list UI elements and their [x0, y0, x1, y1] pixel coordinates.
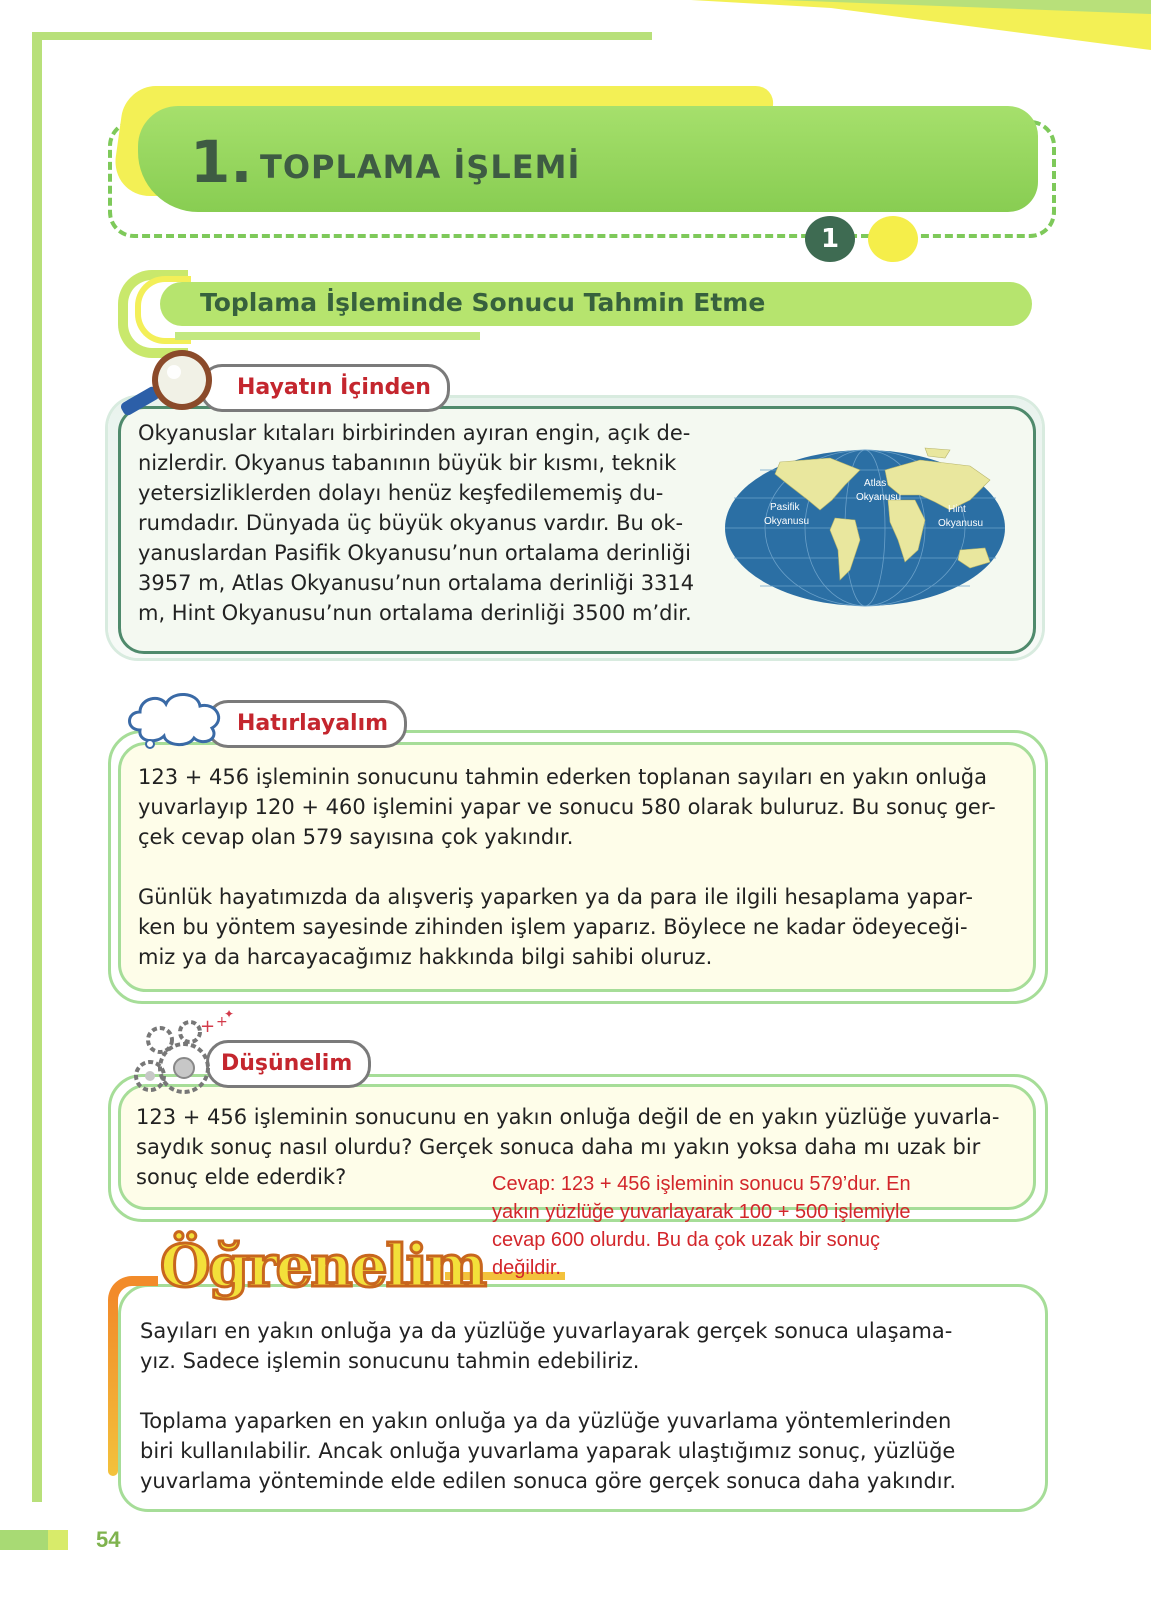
map-label-atlas-1: Atlas [864, 478, 887, 489]
svg-text:+: + [216, 1014, 228, 1030]
text-line: Toplama yaparken en yakın onluğa ya da yüzlüğe yuvarlama yöntemlerinden [140, 1409, 952, 1433]
text-line: sonuç elde ederdik? [136, 1165, 347, 1189]
unit-badge: 1 [805, 216, 855, 262]
text-line: m, Hint Okyanusu’nun ortalama derinliği 3500 m’dir. [138, 601, 692, 625]
chapter-title: TOPLAMA İŞLEMİ [260, 148, 581, 186]
answer-line: yakın yüzlüğe yuvarlayarak 100 + 500 işlemiyle [492, 1201, 911, 1223]
map-label-hint-1: Hint [948, 504, 966, 515]
text-line: Günlük hayatımızda da alışveriş yaparken ya da para ile ilgili hesaplama yapar- [138, 885, 973, 909]
page-number-bar-accent [48, 1530, 68, 1550]
hatirlayalim-label-text: Hatırlayalım [237, 711, 389, 736]
answer-line: Cevap: 123 + 456 işleminin sonucu 579’dur. En [492, 1173, 911, 1195]
text-line: yanuslardan Pasifik Okyanusu’nun ortalama derinliği [138, 541, 691, 565]
unit-badge-yellow-dot [868, 216, 918, 262]
hayatin-icinden-label [200, 364, 450, 412]
text-line: çek cevap olan 579 sayısına çok yakındır. [138, 825, 574, 849]
map-label-hint-2: Okyanusu [938, 518, 984, 529]
text-line: yuvarlama yönteminde elde edilen sonuca göre gerçek sonuca daha yakındır. [140, 1469, 957, 1493]
top-stripe-decoration [631, 0, 1151, 60]
map-label-pacific-1: Pasifik [770, 502, 800, 513]
answer-line: cevap 600 olurdu. Bu da çok uzak bir sonuç [492, 1229, 881, 1251]
page-frame-left [32, 32, 42, 1502]
page-frame-top [32, 32, 652, 40]
ogrenelim-title: Öğrenelim [160, 1232, 486, 1300]
map-label-atlas-2: Okyanusu [856, 492, 902, 503]
text-line: nizlerdir. Okyanus tabanının büyük bir kısmı, teknik [138, 451, 677, 475]
dusunelim-answer [492, 1170, 952, 1282]
text-line: Okyanuslar kıtaları birbirinden ayıran engin, açık de- [138, 421, 691, 445]
map-label-pacific-2: Okyanusu [764, 516, 810, 527]
text-line: yız. Sadece işlemin sonucunu tahmin edebiliriz. [140, 1349, 640, 1373]
ogrenelim-side-bar [108, 1296, 118, 1476]
text-line: yuvarlayıp 120 + 460 işlemini yapar ve sonucu 580 olarak buluruz. Bu sonuç ger- [138, 795, 996, 819]
text-line: 123 + 456 işleminin sonucunu tahmin ederken toplanan sayıları en yakın onluğa [138, 765, 987, 789]
page-number: 54 [96, 1527, 121, 1552]
section-title: Toplama İşleminde Sonucu Tahmin Etme [200, 288, 766, 317]
cloud-icon [122, 686, 232, 752]
answer-line: değildir. [492, 1257, 561, 1279]
section-title-underline [175, 332, 480, 340]
world-map-image [720, 440, 1010, 620]
chapter-number: 1. [190, 128, 253, 196]
svg-text:+: + [200, 1016, 216, 1037]
text-line: saydık sonuç nasıl olurdu? Gerçek sonuca daha mı yakın yoksa daha mı uzak bir [136, 1135, 981, 1159]
gears-icon [124, 1010, 240, 1100]
ogrenelim-text [140, 1316, 1030, 1496]
dusunelim-label-text: Düşünelim [221, 1051, 353, 1076]
text-line: biri kullanılabilir. Ancak onluğa yuvarlama yaparak ulaştığımız sonuç, yüzlüğe [140, 1439, 956, 1463]
text-line: Sayıları en yakın onluğa ya da yüzlüğe yuvarlayarak gerçek sonuca ulaşama- [140, 1319, 953, 1343]
text-line: rumdadır. Dünyada üç büyük okyanus vardır. Bu ok- [138, 511, 684, 535]
hatirlayalim-label [206, 700, 407, 748]
text-line: yetersizliklerden dolayı henüz keşfedilememiş du- [138, 481, 664, 505]
text-line [138, 852, 1018, 882]
svg-text:✦: ✦ [224, 1010, 235, 1021]
hayatin-icinden-label-text: Hayatın İçinden [237, 375, 431, 400]
text-line: ken bu yöntem sayesinde zihinden işlem yaparız. Böylece ne kadar ödeyeceği- [138, 915, 968, 939]
hatirlayalim-text [138, 762, 1018, 972]
text-line: 3957 m, Atlas Okyanusu’nun ortalama derinliği 3314 [138, 571, 695, 595]
hayatin-icinden-text [138, 418, 698, 628]
text-line: 123 + 456 işleminin sonucunu en yakın onluğa değil de en yakın yüzlüğe yuvarla- [136, 1105, 1000, 1129]
text-line [140, 1376, 1030, 1406]
text-line: miz ya da harcayacağımız hakkında bilgi sahibi oluruz. [138, 945, 713, 969]
page-number-bar [0, 1530, 48, 1550]
